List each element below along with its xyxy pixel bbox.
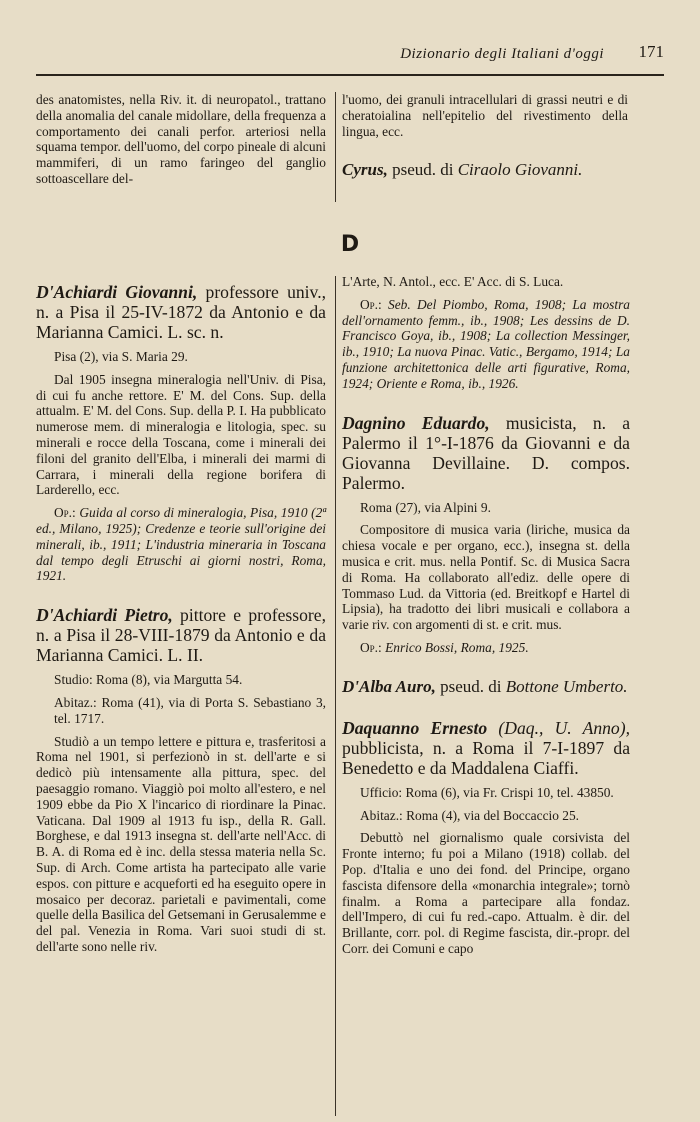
entry-ref: Bottone Umberto. — [505, 676, 628, 696]
page-number: 171 — [638, 42, 664, 61]
left-column — [36, 282, 326, 962]
column-divider-top — [335, 92, 336, 202]
entry-address: Roma (27), via Alpini 9. — [360, 499, 491, 515]
section-letter: D — [340, 232, 360, 257]
entry-bio: Studiò a un tempo lettere e pittura e, trasferitosi a Roma nel 1901, si perfezionò in st. dell'arte e si dedicò più intensamente alla pittura, spec. del paesaggio romano. Viaggiò poi molto all'estero, e nel 1909 ebbe da Pio X l'incarico di riordinare la Pinac. Vaticana. Dal 1909 al 1913 fu isp., della R. Gall. Borghese, e dal 1913 insegna st. dell'arte nell'Acc. di B. A. di Roma ed è inc. della stessa materia nella Sc. Sup. di Arch. Come artista ha partecipato alle varie espos. con pitture e acqueforti ed ha eseguito opere in mosaico per decoraz. parietali e pavimentali, come quelle della Basilica del Getsemani in Gerusalemme e del pal. Venezia in Roma. Vari suoi studi di st. dell'arte sono nelle riv. — [36, 733, 326, 954]
entry-name: Cyrus, — [342, 160, 388, 180]
column-divider — [335, 276, 336, 1116]
entry-name: Daquanno Ernesto — [342, 717, 488, 738]
right-column — [342, 274, 630, 964]
top-left-paragraph — [36, 92, 326, 194]
entry-bio: Dal 1905 insegna mineralogia nell'Univ. di Pisa, di cui fu anche rettore. E' M. del Cons. Sup. della attualm. E' M. del Cons. Sup. della P. I. Ha pubblicato numerose mem. di mineralogia e litologia, spec. su minerali e rocce della Toscana, come i minerali dei filoni del granito dell'Elba, i minerali dei marmi di Carrara, i minerali della regione borifera di Larderello, ecc. — [36, 371, 326, 498]
entry-studio: Studio: Roma (8), via Margutta 54. — [54, 672, 243, 688]
entry-abitaz: Abitaz.: Roma (4), via del Boccaccio 25. — [360, 807, 580, 823]
entry-dalba-auro: D'Alba Auro, pseud. di Bottone Umberto. — [342, 676, 628, 696]
entry-dagnino-eduardo: Dagnino Eduardo, musicista, n. a Palermo il 1°-I-1876 da Giovanni e da Giovanna Devillaine. D. compos. Palermo. — [342, 412, 631, 493]
entry-dachiardi-pietro: D'Achiardi Pietro, pittore e professore, n. a Pisa il 28-VIII-1879 da Antonio e da Marianna Camici. L. II. — [36, 605, 326, 666]
page-header — [36, 40, 664, 76]
entry-works: Op.: Guida al corso di mineralogia, Pisa, 1910 (2ª ed., Milano, 1925); Credenze e teorie sull'origine dei minerali, ib., 1911; L'industria mineraria in Toscana dal tempo degli Etruschi ai giorni nostri, Roma, 1921. — [36, 505, 326, 584]
entry-daquanno-ernesto: Daquanno Ernesto (Daq., U. Anno), pubblicista, n. a Roma il 7-I-1897 da Benedetto e da Maddalena Ciaffi. — [342, 717, 630, 778]
entry-ref: Ciraolo Giovanni. — [457, 160, 583, 180]
entry-bio: Compositore di musica varia (liriche, musica da chiesa vocale e per organo, ecc.), insegna st. della musica e crit. mus. nella Pontif. Sc. di Musica Sacra di Roma. Ha collaborato all'ediz. delle opere di Tommaso Lud. da Vittoria (ed. Breitkopf e Hartel di Lipsia), ha tradotto dei libri musicali e collabora a varie riv. con argomenti di st. e crit. mus. — [342, 522, 630, 633]
entry-address: Pisa (2), via S. Maria 29. — [54, 349, 188, 364]
entry-works: Op.: Seb. Del Piombo, Roma, 1908; La mostra dell'ornamento femm., ib., 1908; Les dessins de D. Francisco Goya, ib., 1908; La collection Messinger, ib., 1910; La nuova Pinac. Vatic., Bergamo, 1914; La funzione architettonica delle arti figurative, Roma, 1924; Oriente e Roma, ib., 1926. — [342, 296, 630, 391]
continued-text-right: l'uomo, dei granuli intracellulari di grassi neutri e di cheratoialina nell'epitelio del rivestimento della lingua, ecc. — [342, 92, 628, 139]
continued-entry: L'Arte, N. Antol., ecc. E' Acc. di S. Luca. — [342, 274, 564, 289]
continued-text: des anatomistes, nella Riv. it. di neuropatol., trattano della anomalia del canale midollare, della frequenza a comportamento dei canali perfor. arteriosi nella squama tempor. dell'uomo, del corpo pineale di alcuni mammiferi, di un ramo faringeo del ganglio sottoascellare del- — [36, 92, 326, 186]
entry-name: D'Achiardi Pietro, — [36, 605, 173, 626]
entry-works: Op.: Enrico Bossi, Roma, 1925. — [360, 639, 529, 655]
entry-name: D'Achiardi Giovanni, — [36, 282, 198, 302]
entry-ufficio: Ufficio: Roma (6), via Fr. Crispi 10, tel. 43850. — [360, 784, 614, 800]
entry-name: D'Alba Auro, — [342, 676, 436, 696]
entry-dachiardi-giovanni: D'Achiardi Giovanni, professore univ., n. a Pisa il 25-IV-1872 da Antonio e da Marianna Camici. L. sc. n. — [36, 282, 327, 342]
top-right-paragraph — [342, 92, 628, 187]
entry-alias: (Daq., U. Anno), — [487, 717, 630, 738]
entry-cyrus: Cyrus, pseud. di Ciraolo Giovanni. — [342, 160, 583, 180]
entry-name: Dagnino Eduardo, — [342, 412, 490, 433]
entry-abitaz: Abitaz.: Roma (41), via di Porta S. Sebastiano 3, tel. 1717. — [54, 694, 326, 726]
entry-bio: Debuttò nel giornalismo quale corsivista del Fronte interno; fu poi a Milano (1918) collab. del Pop. d'Italia e uno dei fond. del Principe, organo fascista difensore della «monarchia integrale»; tornò finalm. a Roma a partecipare alla fondaz. dell'Impero, di cui fu red.-capo. Attualm. è dir. del Brillante, corr. pol. di Regime fascista, dir.-propr. del Corr. dei Comuni e capo — [342, 830, 630, 956]
running-title: Dizionario degli Italiani d'oggi — [400, 46, 604, 62]
